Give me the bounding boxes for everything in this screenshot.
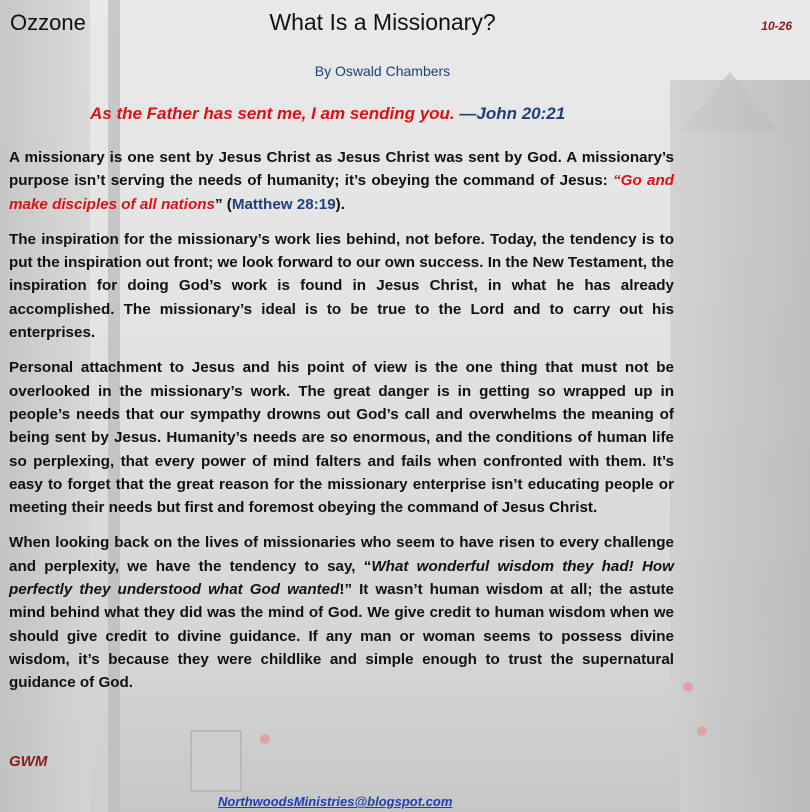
paragraph-1-end: ). bbox=[335, 195, 345, 213]
article-body bbox=[9, 146, 674, 707]
paragraph-1-text: A missionary is one sent by Jesus Christ as Jesus Christ was sent by God. A missionary’s purpose isn’t serving the needs of humanity; it’s obeying the command of Jesus: bbox=[9, 149, 674, 190]
open-quote: “ bbox=[613, 172, 621, 190]
blog-link[interactable]: NorthwoodsMinistries@blogspot.com bbox=[218, 794, 453, 809]
byline: By Oswald Chambers bbox=[314, 63, 451, 79]
scripture-reference: Matthew 28:19 bbox=[231, 195, 336, 213]
paragraph-4-before: When looking back on the lives of missionaries who seem to have risen to every challenge and perplexity, we have the tendency to say, “ bbox=[9, 534, 674, 575]
paragraph-4 bbox=[9, 531, 674, 694]
key-verse bbox=[90, 104, 565, 124]
close-quote: ” ( bbox=[214, 195, 232, 213]
date-label: 10-26 bbox=[761, 19, 792, 33]
brand-name: Ozzone bbox=[10, 10, 86, 35]
paragraph-1 bbox=[9, 146, 674, 216]
page-title: What Is a Missionary? bbox=[269, 9, 496, 35]
paragraph-2: The inspiration for the missionary’s work lies behind, not before. Today, the tendency is to put the inspiration out front; we look forward to our own success. In the New Testament, the inspiration for doing God’s work is found in Jesus Christ, in what he has already accomplished. The missionary’s ideal is to be true to the Lord and to carry out his enterprises. bbox=[9, 230, 674, 342]
paragraph-4-italic: What wonderful wisdom they had! How perfectly they understood what God wanted bbox=[9, 557, 674, 599]
verse-reference: —John 20:21 bbox=[459, 104, 566, 123]
paragraph-3: Personal attachment to Jesus and his point of view is the one thing that must not be overlooked in the missionary’s work. The great danger is in getting so wrapped up in people’s needs that our sympathy drowns out God’s call and overwhelms the meaning of being sent by Jesus. Humanity’s needs are so enormous, and the conditions of human life so perplexing, that every power of mind falters and fails when confronted with them. It’s easy to forget that the great reason for the missionary enterprise isn’t educating people or meeting their needs but first and foremost obeying the command of Jesus Christ. bbox=[9, 359, 674, 517]
signature: GWM bbox=[9, 753, 48, 770]
verse-quote: As the Father has sent me, I am sending you. bbox=[90, 104, 455, 123]
great-commission-quote: Go and make disciples of all nations bbox=[9, 172, 675, 213]
paragraph-4-after: !” It wasn’t human wisdom at all; the astute mind behind what they did was the mind of God. We give credit to human wisdom when we should give credit to divine guidance. If any man or woman seems to possess divine wisdom, it’s because they were childlike and simple enough to trust the supernatural guidance of God. bbox=[9, 581, 674, 692]
